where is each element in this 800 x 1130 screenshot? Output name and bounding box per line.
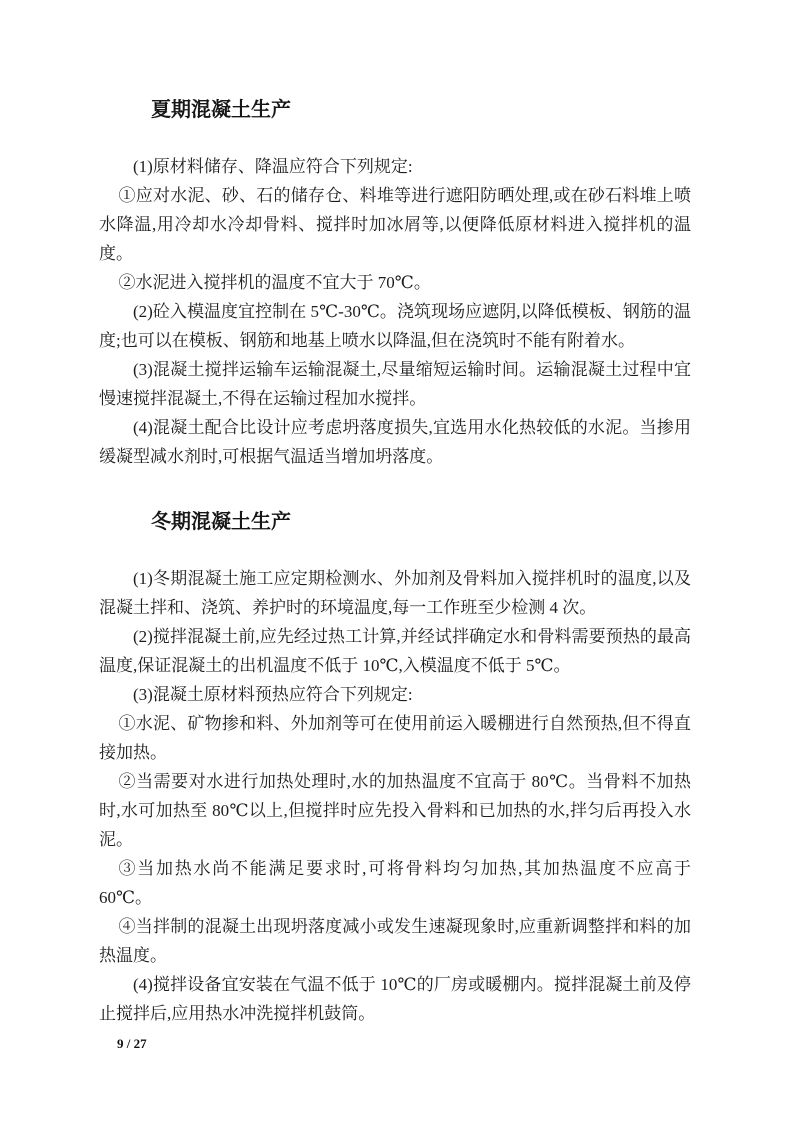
paragraph: ②水泥进入搅拌机的温度不宜大于 70℃。 (118, 273, 431, 292)
paragraph: (1)冬期混凝土施工应定期检测水、外加剂及骨料加入搅拌机时的温度,以及混凝土拌和、浇筑、养护时的环境温度,每一工作班至少检测 4 次。 (99, 569, 691, 617)
paragraph: (4)混凝土配合比设计应考虑坍落度损失,宜选用水化热较低的水泥。当掺用缓凝型减水剂时,可根据气温适当增加坍落度。 (99, 418, 691, 466)
paragraph: ②当需要对水进行加热处理时,水的加热温度不宜高于 80℃。当骨料不加热时,水可加热至 80℃以上,但搅拌时应先投入骨料和已加热的水,拌匀后再投入水泥。 (99, 772, 691, 849)
paragraph: (1)原材料储存、降温应符合下列规定: (133, 157, 413, 176)
section-winter-concrete-production (99, 506, 691, 1028)
paragraph: ④当拌制的混凝土出现坍落度减小或发生速凝现象时,应重新调整拌和料的加热温度。 (99, 917, 691, 965)
section-heading-winter: 冬期混凝土生产 (151, 511, 291, 533)
paragraph: ①水泥、矿物掺和料、外加剂等可在使用前运入暖棚进行自然预热,但不得直接加热。 (99, 714, 691, 762)
paragraph: (3)混凝土搅拌运输车运输混凝土,尽量缩短运输时间。运输混凝土过程中宜慢速搅拌混凝土,不得在运输过程加水搅拌。 (99, 360, 691, 408)
paragraph: (2)搅拌混凝土前,应先经过热工计算,并经试拌确定水和骨料需要预热的最高温度,保证混凝土的出机温度不低于 10℃,入模温度不低于 5℃。 (99, 627, 691, 675)
page-number: 9 / 27 (117, 1036, 147, 1051)
paragraph: ③当加热水尚不能满足要求时,可将骨料均匀加热,其加热温度不应高于 60℃。 (99, 859, 691, 907)
section-summer-concrete-production (99, 94, 691, 471)
paragraph: (3)混凝土原材料预热应符合下列规定: (133, 685, 413, 704)
section-heading-summer: 夏期混凝土生产 (151, 99, 291, 121)
paragraph: ①应对水泥、砂、石的储存仓、料堆等进行遮阳防晒处理,或在砂石料堆上喷水降温,用冷却水冷却骨料、搅拌时加冰屑等,以便降低原材料进入搅拌机的温度。 (99, 186, 691, 263)
paragraph: (2)砼入模温度宜控制在 5℃-30℃。浇筑现场应遮阴,以降低模板、钢筋的温度;也可以在模板、钢筋和地基上喷水以降温,但在浇筑时不能有附着水。 (99, 302, 691, 350)
paragraph: (4)搅拌设备宜安装在气温不低于 10℃的厂房或暖棚内。搅拌混凝土前及停止搅拌后,应用热水冲洗搅拌机鼓筒。 (99, 975, 691, 1023)
